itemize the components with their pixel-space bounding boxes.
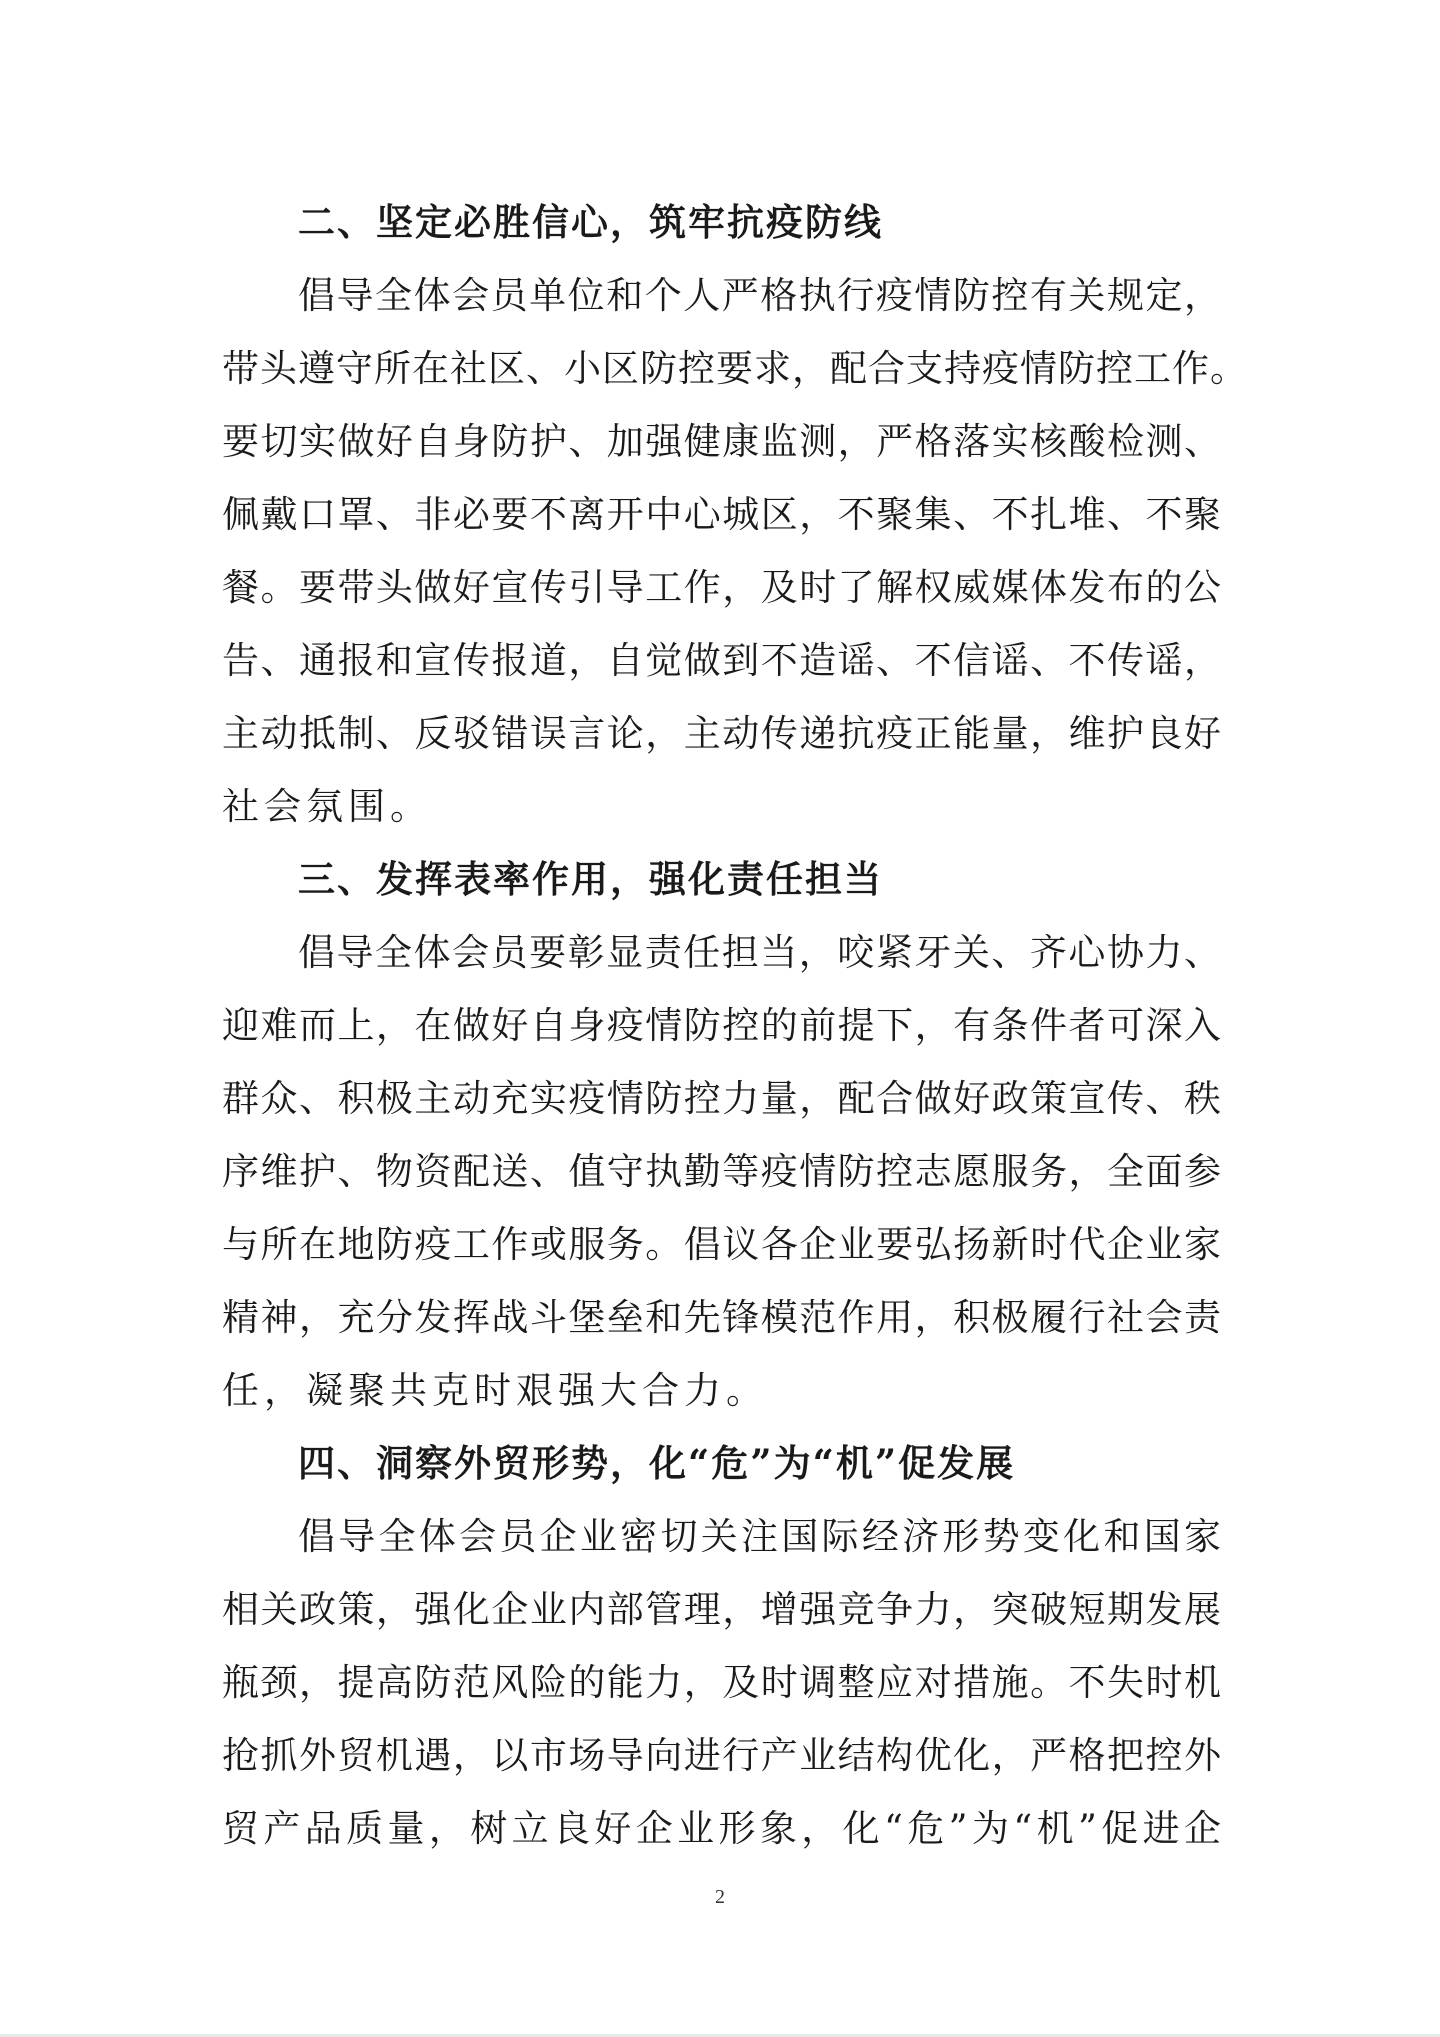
section-paragraph <box>222 259 1248 843</box>
paragraph-line: 倡导全体会员单位和个人严格执行疫情防控有关规定， <box>298 274 1222 317</box>
section-heading: 四、洞察外贸形势，化“危”为“机”促发展 <box>298 1441 1016 1485</box>
paragraph-line: 序维护、物资配送、值守执勤等疫情防控志愿服务，全面参 <box>222 1150 1222 1193</box>
paragraph-line: 主动抵制、反驳错误言论，主动传递抗疫正能量，维护良好 <box>222 712 1222 755</box>
paragraph-line: 倡导全体会员企业密切关注国际经济形势变化和国家 <box>298 1515 1222 1558</box>
section-3 <box>222 843 1222 1427</box>
paragraph-line: 带头遵守所在社区、小区防控要求，配合支持疫情防控工作。 <box>222 347 1248 390</box>
paragraph-line: 抢抓外贸机遇，以市场导向进行产业结构优化，严格把控外 <box>222 1734 1222 1777</box>
paragraph-line: 瓶颈，提高防范风险的能力，及时调整应对措施。不失时机 <box>222 1661 1222 1704</box>
section-heading: 三、发挥表率作用，强化责任担当 <box>298 857 883 901</box>
section-heading: 二、坚定必胜信心，筑牢抗疫防线 <box>298 200 883 244</box>
paragraph-line: 贸产品质量，树立良好企业形象，化“危”为“机”促进企 <box>222 1807 1222 1850</box>
paragraph-line: 任，凝聚共克时艰强大合力。 <box>222 1369 768 1412</box>
paragraph-line: 要切实做好自身防护、加强健康监测，严格落实核酸检测、 <box>222 420 1222 463</box>
paragraph-line: 与所在地防疫工作或服务。倡议各企业要弘扬新时代企业家 <box>222 1223 1222 1266</box>
section-2 <box>222 186 1248 843</box>
paragraph-line: 倡导全体会员要彰显责任担当，咬紧牙关、齐心协力、 <box>298 931 1222 974</box>
paragraph-line: 佩戴口罩、非必要不离开中心城区，不聚集、不扎堆、不聚 <box>222 493 1222 536</box>
section-paragraph <box>222 1500 1222 1865</box>
page-number: 2 <box>715 1886 725 1908</box>
paragraph-line: 迎难而上，在做好自身疫情防控的前提下，有条件者可深入 <box>222 1004 1222 1047</box>
paragraph-line: 社会氛围。 <box>222 785 432 828</box>
section-paragraph <box>222 916 1222 1427</box>
paragraph-line: 告、通报和宣传报道，自觉做到不造谣、不信谣、不传谣， <box>222 639 1222 682</box>
paragraph-line: 餐。要带头做好宣传引导工作，及时了解权威媒体发布的公 <box>222 566 1222 609</box>
page-content <box>222 186 1248 1865</box>
paragraph-line: 精神，充分发挥战斗堡垒和先锋模范作用，积极履行社会责 <box>222 1296 1222 1339</box>
section-4 <box>222 1427 1222 1865</box>
paragraph-line: 相关政策，强化企业内部管理，增强竞争力，突破短期发展 <box>222 1588 1222 1631</box>
paragraph-line: 群众、积极主动充实疫情防控力量，配合做好政策宣传、秩 <box>222 1077 1222 1120</box>
